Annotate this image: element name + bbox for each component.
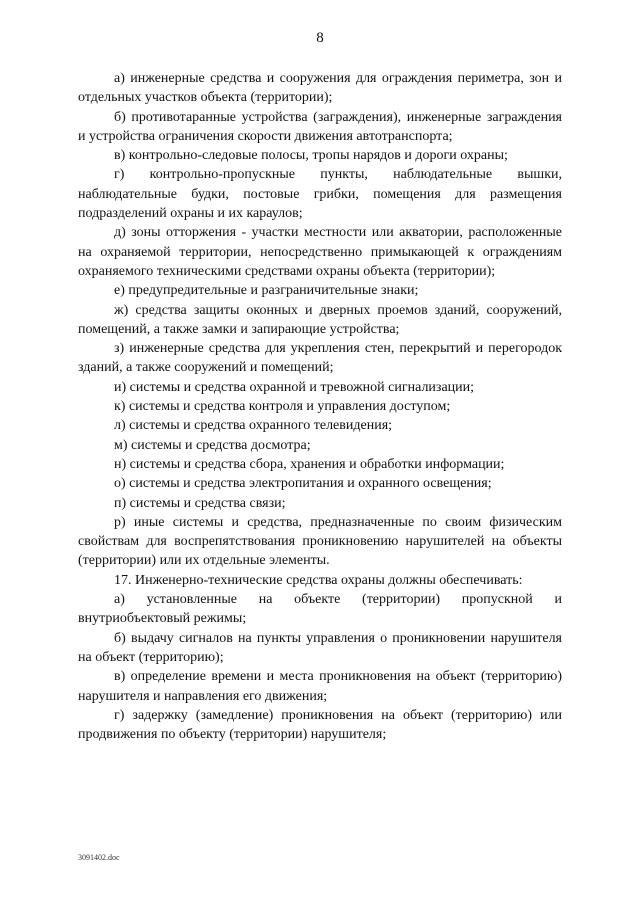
paragraph-item-k: к) системы и средства контроля и управления доступом; [114,399,451,415]
paragraph-item-b: б) противотаранные устройства (заграждения), инженерные заграждения и устройства ограничения скорости движения автотранспорта; [78,109,562,144]
paragraph-item-r: р) иные системы и средства, предназначенные по своим физическим свойствам для воспрепятствования проникновению нарушителей на объекты (территории) или их отдельные элементы. [78,514,562,569]
paragraph-17-b: б) выдачу сигналов на пункты управления о проникновении нарушителя на объект (территорию); [78,630,562,665]
paragraph-item-o: о) системы и средства электропитания и охранного освещения; [114,476,492,492]
paragraph-item-zh: ж) средства защиты оконных и дверных проемов зданий, сооружений, помещений, а также замки и запирающие устройства; [78,302,562,337]
paragraph-item-d: д) зоны отторжения - участки местности или акватории, расположенные на охраняемой территории, непосредственно примыкающей к ограждениям охраняемого техническими средствами охраны объекта (территории); [78,225,562,279]
paragraph-item-e: е) предупредительные и разграничительные знаки; [114,283,419,299]
paragraph-item-l: л) системы и средства охранного телевидения; [114,418,393,434]
page-number: 8 [316,30,324,46]
paragraph-item-z: з) инженерные средства для укрепления стен, перекрытий и перегородок зданий, а также сооружений и помещений; [78,341,562,376]
document-body [78,69,562,744]
paragraph-17-a: а) установленные на объекте (территории) пропускной и внутриобъектовый режимы; [78,592,562,627]
paragraph-item-g: г) контрольно-пропускные пункты, наблюдательные вышки, наблюдательные будки, постовые грибки, помещения для размещения подразделений охраны и их караулов; [78,167,562,222]
section-17-heading: 17. Инженерно-технические средства охраны должны обеспечивать: [114,572,523,588]
paragraph-item-m: м) системы и средства досмотра; [114,437,311,453]
paragraph-item-i: и) системы и средства охранной и тревожной сигнализации; [114,379,475,395]
paragraph-item-p: п) системы и средства связи; [114,495,286,511]
paragraph-item-a: а) инженерные средства и сооружения для ограждения периметра, зон и отдельных участков объекта (территории); [78,71,562,106]
paragraph-17-g: г) задержку (замедление) проникновения на объект (территорию) или продвижения по объекту (территории) нарушителя; [78,707,562,743]
paragraph-item-v: в) контрольно-следовые полосы, тропы нарядов и дороги охраны; [114,148,508,164]
paragraph-17-v: в) определение времени и места проникновения на объект (территорию) нарушителя и направления его движения; [78,669,562,704]
footer-doc-code: 3091402.doc [78,853,120,862]
paragraph-item-n: н) системы и средства сбора, хранения и обработки информации; [114,456,505,472]
